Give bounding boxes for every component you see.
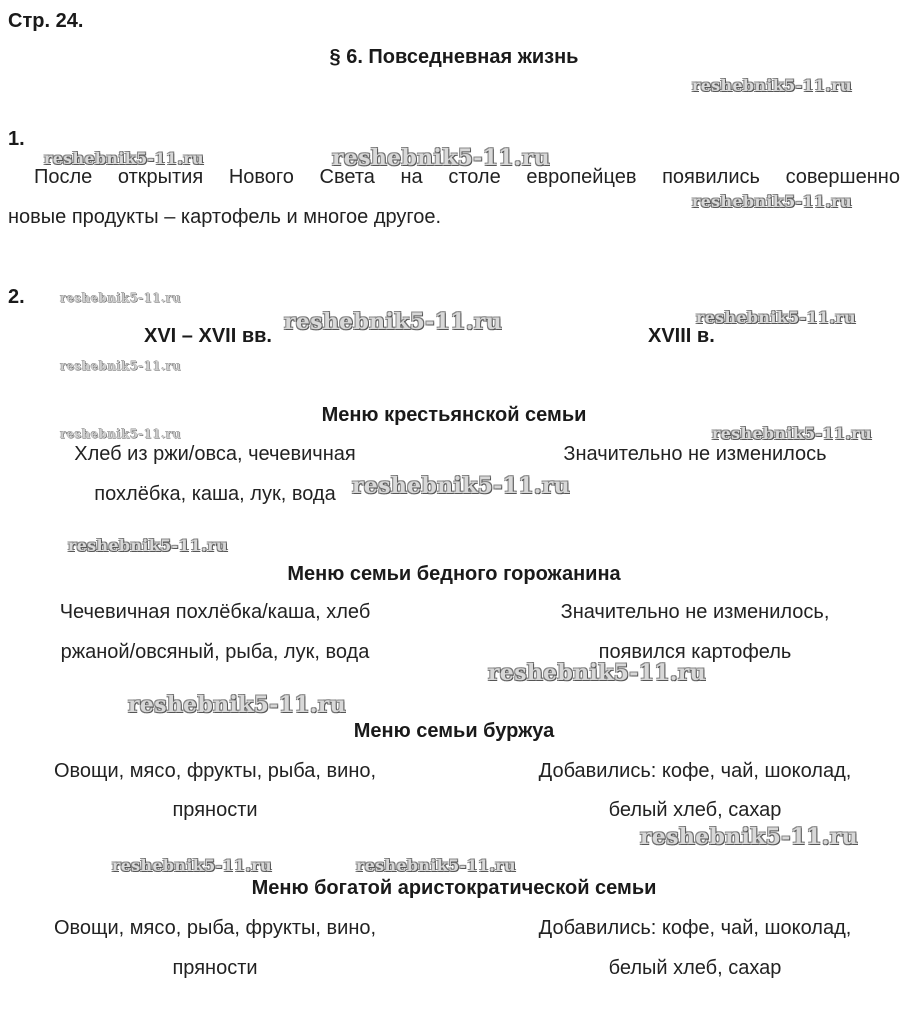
aristocrat-right-line-2: белый хлеб, сахар	[608, 957, 782, 979]
watermark: reshebnik5-11.ru	[692, 192, 852, 211]
word: Нового	[228, 166, 294, 188]
watermark: reshebnik5-11.ru	[356, 856, 516, 875]
section-title-townsman: Меню семьи бедного горожанина	[287, 563, 621, 585]
watermark: reshebnik5-11.ru	[332, 145, 551, 171]
watermark: reshebnik5-11.ru	[640, 824, 859, 850]
watermark: reshebnik5-11.ru	[352, 473, 571, 499]
word: открытия	[117, 166, 204, 188]
watermark: reshebnik5-11.ru	[60, 291, 182, 305]
bourgeois-right-line-2: белый хлеб, сахар	[608, 799, 782, 821]
watermark: reshebnik5-11.ru	[692, 76, 852, 95]
watermark: reshebnik5-11.ru	[696, 308, 856, 327]
section-title-peasant: Меню крестьянской семьи	[321, 404, 587, 426]
bourgeois-right-line-1: Добавились: кофе, чай, шоколад,	[538, 760, 852, 782]
townsman-left-line-2: ржаной/овсяный, рыба, лук, вода	[60, 641, 370, 663]
word: появились	[662, 166, 760, 188]
townsman-right-line-2: появился картофель	[598, 641, 792, 663]
column-header-right: XVIII в.	[648, 325, 715, 347]
bourgeois-left-line-1: Овощи, мясо, фрукты, рыба, вино,	[53, 760, 377, 782]
page-title: § 6. Повседневная жизнь	[329, 46, 579, 68]
question-2-number: 2.	[8, 286, 25, 308]
watermark: reshebnik5-11.ru	[712, 424, 872, 443]
watermark: reshebnik5-11.ru	[112, 856, 272, 875]
watermark: reshebnik5-11.ru	[284, 309, 503, 335]
word: совершенно	[785, 166, 900, 188]
column-header-left: XVI – XVII вв.	[144, 325, 272, 347]
watermark: reshebnik5-11.ru	[68, 536, 228, 555]
townsman-left-line-1: Чечевичная похлёбка/каша, хлеб	[59, 601, 371, 623]
word: столе	[448, 166, 501, 188]
page-number: Стр. 24.	[8, 10, 84, 32]
watermark: reshebnik5-11.ru	[488, 660, 707, 686]
watermark: reshebnik5-11.ru	[60, 427, 182, 441]
question-1-number: 1.	[8, 128, 25, 150]
word: Света	[319, 166, 375, 188]
question-1-line-2: новые продукты – картофель и многое другое.	[8, 206, 442, 228]
section-title-bourgeois: Меню семьи буржуа	[353, 720, 555, 742]
aristocrat-right-line-1: Добавились: кофе, чай, шоколад,	[538, 917, 852, 939]
peasant-right-line-1: Значительно не изменилось	[563, 443, 827, 465]
peasant-left-line-1: Хлеб из ржи/овса, чечевичная	[74, 443, 356, 465]
word: После	[34, 166, 93, 188]
word: европейцев	[526, 166, 637, 188]
watermark: reshebnik5-11.ru	[128, 692, 347, 718]
watermark: reshebnik5-11.ru	[60, 359, 182, 373]
bourgeois-left-line-2: пряности	[172, 799, 258, 821]
word: на	[400, 166, 423, 188]
watermark: reshebnik5-11.ru	[44, 149, 204, 168]
aristocrat-left-line-2: пряности	[172, 957, 258, 979]
townsman-right-line-1: Значительно не изменилось,	[560, 601, 830, 623]
aristocrat-left-line-1: Овощи, мясо, рыба, фрукты, вино,	[53, 917, 377, 939]
section-title-aristocrat: Меню богатой аристократической семьи	[251, 877, 657, 899]
peasant-left-line-2: похлёбка, каша, лук, вода	[94, 483, 336, 505]
